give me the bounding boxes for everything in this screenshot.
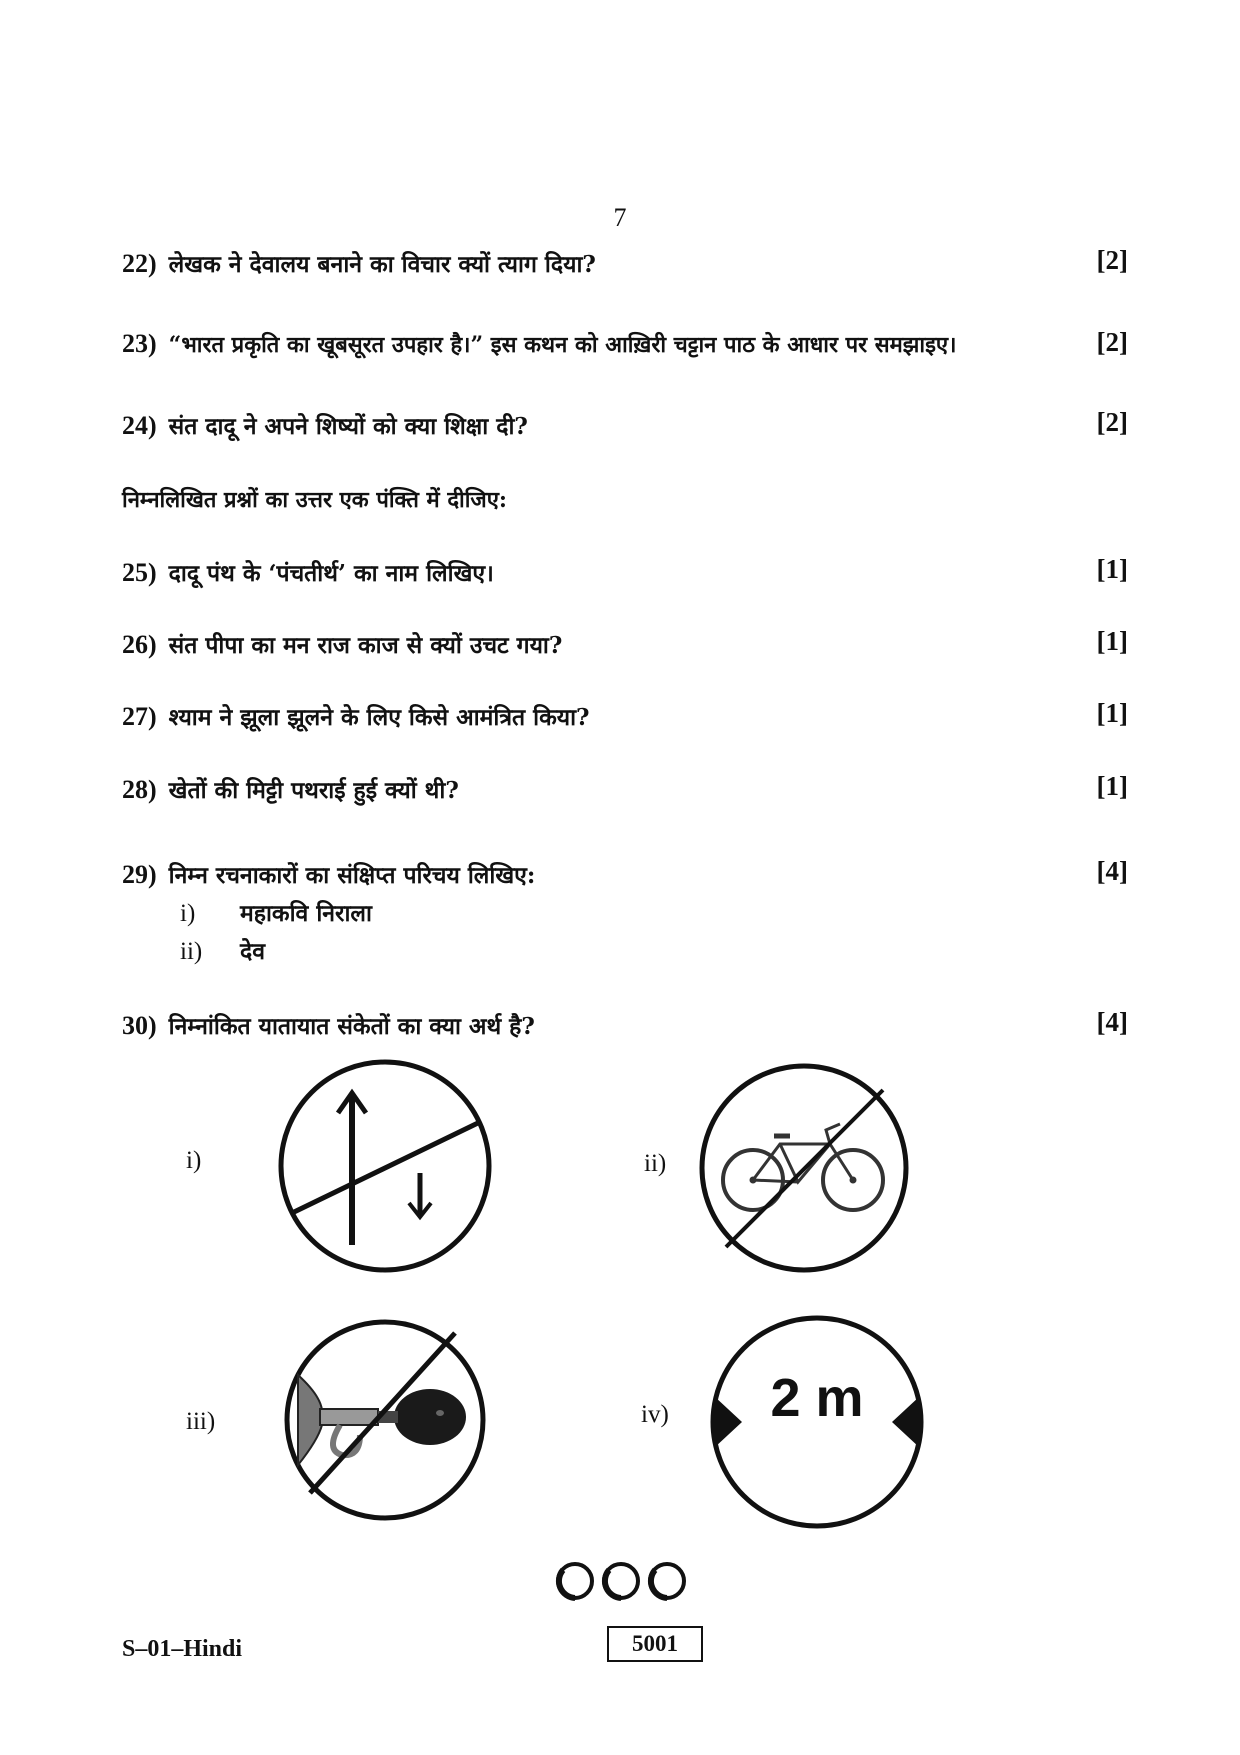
question-text: दादू पंथ के ‘पंचतीर्थ’ का नाम लिखिए। — [168, 560, 494, 587]
question-mark: [4] — [1096, 856, 1128, 886]
question-number: 29) — [122, 860, 157, 889]
end-of-page-circles-icon — [553, 1560, 693, 1602]
question-22 — [122, 247, 596, 279]
question-28 — [122, 773, 459, 805]
question-mark: [2] — [1096, 327, 1128, 357]
question-25 — [122, 556, 494, 588]
question-mark: [1] — [1096, 554, 1128, 584]
question-mark: [1] — [1096, 771, 1128, 801]
sub-item-text: महाकवि निराला — [240, 900, 372, 927]
question-mark: [1] — [1096, 698, 1128, 728]
width-limit-sign-icon — [706, 1311, 928, 1533]
question-text: निम्न रचनाकारों का संक्षिप्त परिचय लिखिए: — [168, 862, 536, 889]
question-text: संत पीपा का मन राज काज से क्यों उचट गया? — [168, 632, 563, 659]
no-two-way-traffic-sign-icon — [274, 1055, 496, 1277]
sign-label-ii: ii) — [644, 1150, 667, 1177]
sign-label-iv: iv) — [641, 1401, 669, 1428]
question-number: 24) — [122, 411, 157, 440]
sub-item-label: i) — [180, 900, 196, 927]
question-number: 23) — [122, 329, 157, 358]
sub-item — [180, 896, 372, 928]
page-number: 7 — [613, 203, 627, 232]
question-number: 25) — [122, 558, 157, 587]
question-number: 27) — [122, 702, 157, 731]
paper-code: S–01–Hindi — [122, 1636, 243, 1662]
question-number: 30) — [122, 1011, 157, 1040]
question-number: 22) — [122, 249, 157, 278]
question-text: खेतों की मिट्टी पथराई हुई क्यों थी? — [168, 777, 459, 804]
no-horn-sign-icon — [280, 1315, 490, 1525]
question-mark: [4] — [1096, 1007, 1128, 1037]
sign-label-iii: iii) — [186, 1408, 216, 1435]
sign-label-i: i) — [186, 1147, 202, 1174]
question-text: लेखक ने देवालय बनाने का विचार क्यों त्याग दिया? — [168, 251, 596, 278]
question-30 — [122, 1009, 535, 1041]
question-text: निम्नांकित यातायात संकेतों का क्या अर्थ है? — [168, 1013, 535, 1040]
question-text: “भारत प्रकृति का खूबसूरत उपहार है।” इस कथन को आख़िरी चट्टान पाठ के आधार पर समझाइए। — [168, 332, 957, 358]
question-23 — [122, 329, 956, 359]
question-text: संत दादू ने अपने शिष्यों को क्या शिक्षा दी? — [168, 413, 528, 440]
sub-item — [180, 934, 265, 966]
question-24 — [122, 409, 528, 441]
question-mark: [2] — [1096, 407, 1128, 437]
question-number: 26) — [122, 630, 157, 659]
question-text: श्याम ने झूला झूलने के लिए किसे आमंत्रित किया? — [168, 704, 590, 731]
question-26 — [122, 628, 562, 660]
question-number: 28) — [122, 775, 157, 804]
section-instruction: निम्नलिखित प्रश्नों का उत्तर एक पंक्ति में दीजिए: — [122, 487, 508, 513]
no-bicycle-sign-icon — [698, 1062, 910, 1274]
question-27 — [122, 700, 590, 732]
question-29 — [122, 858, 535, 890]
question-mark: [1] — [1096, 626, 1128, 656]
paper-number-box: 5001 — [607, 1626, 703, 1662]
sub-item-label: ii) — [180, 938, 203, 965]
width-limit-text: 2 m — [770, 1368, 864, 1428]
sub-item-text: देव — [240, 938, 266, 965]
question-mark: [2] — [1096, 245, 1128, 275]
